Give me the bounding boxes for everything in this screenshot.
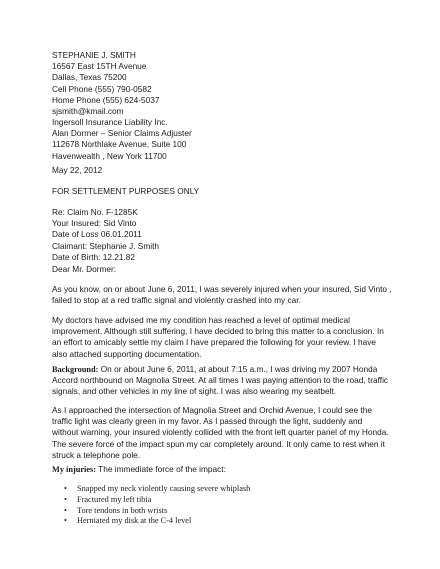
paragraph-line: without warning, your insured violently collided with the front left quarter panel of my Honda. bbox=[52, 427, 389, 438]
paragraph-line: The severe force of the impact spun my car completely around. It only came to rest when it bbox=[52, 438, 385, 449]
injuries-list bbox=[52, 484, 404, 527]
injury-text: Tore tendons in both wrists bbox=[77, 505, 168, 515]
bullet-icon: • bbox=[64, 505, 67, 515]
sender-home-phone: Home Phone (555) 624-5037 bbox=[52, 94, 160, 105]
recipient-person: Alan Dormer – Senior Claims Adjuster bbox=[52, 128, 192, 139]
injuries-label: My injuries: bbox=[52, 465, 97, 474]
list-item bbox=[52, 516, 404, 527]
injury-text: Herniated my disk at the C-4 level bbox=[77, 516, 192, 526]
sender-block bbox=[52, 50, 404, 117]
recipient-address-line-1: 112678 Northlake Avenue, Suite 100 bbox=[52, 139, 187, 150]
background-label: Background: bbox=[52, 365, 99, 374]
paragraph-line: traffic light was clearly green in my favor. As I passed through the light, suddenly and bbox=[52, 416, 363, 427]
paragraph-line bbox=[52, 364, 404, 375]
bullet-icon: • bbox=[64, 516, 67, 526]
letter-date bbox=[52, 165, 404, 176]
paragraph-line: failed to stop at a red traffic signal and violently crashed into my car. bbox=[52, 295, 301, 306]
paragraph-background bbox=[52, 364, 404, 398]
reference-claim: Re: Claim No. F-1285K bbox=[52, 207, 138, 217]
paragraph-line: As I approached the intersection of Magnolia Street and Orchid Avenue, I could see the bbox=[52, 405, 372, 415]
paragraph-medical bbox=[52, 315, 404, 360]
recipient-address-line-2: Havenwealth , New York 11700 bbox=[52, 150, 167, 161]
bullet-icon: • bbox=[64, 484, 67, 493]
paragraph-line: My doctors have advised me my condition has reached a level of optimal medical bbox=[52, 315, 350, 325]
background-text: On or about June 6, 2011, at about 7:15 a.m., I was driving my 2007 Honda bbox=[98, 364, 378, 374]
paragraph-line: Accord northbound on Magnolia Street. At all times I was paying attention to the road, traffic bbox=[52, 375, 389, 386]
injury-text: Fractured my left tibia bbox=[77, 494, 152, 504]
paragraph-line: signals, and other vehicles in my line of sight. I was also wearing my seatbelt. bbox=[52, 386, 337, 397]
list-item bbox=[52, 484, 404, 495]
settlement-note-text: FOR SETTLEMENT PURPOSES ONLY bbox=[52, 186, 200, 196]
sender-cell-phone: Cell Phone (555) 790-0582 bbox=[52, 83, 152, 94]
reference-loss-date: Date of Loss 06.01.2011 bbox=[52, 229, 142, 240]
injuries-list-block bbox=[52, 484, 404, 527]
paragraph-line: an effort to amicably settle my claim I have prepared the following for your review. I have bbox=[52, 337, 377, 348]
list-item bbox=[52, 506, 404, 517]
reference-block bbox=[52, 207, 404, 263]
reference-claimant: Claimant: Stephanie J. Smith bbox=[52, 240, 159, 251]
settlement-note bbox=[52, 186, 404, 197]
recipient-company: Ingersoll Insurance Liability Inc. bbox=[52, 117, 168, 127]
date-text: May 22, 2012 bbox=[52, 165, 103, 175]
reference-birth-date: Date of Birth: 12.21.82 bbox=[52, 251, 136, 262]
recipient-block bbox=[52, 117, 404, 162]
reference-insured: Your Insured: Sid Vinto bbox=[52, 218, 137, 229]
bullet-icon: • bbox=[64, 494, 67, 504]
salutation-text: Dear Mr. Dormer: bbox=[52, 264, 117, 274]
sender-name: STEPHANIE J. SMITH bbox=[52, 50, 136, 60]
list-item bbox=[52, 495, 404, 506]
sender-address-line-2: Dallas, Texas 75200 bbox=[52, 72, 127, 83]
paragraph-collision bbox=[52, 405, 404, 461]
injuries-heading-line bbox=[52, 464, 404, 475]
paragraph-line: As you know, on or about June 6, 2011, I was severely injured when your insured, Sid Vinto , bbox=[52, 284, 392, 294]
injuries-heading bbox=[52, 464, 404, 475]
injuries-intro: The immediate force of the impact: bbox=[96, 464, 226, 474]
salutation bbox=[52, 264, 404, 275]
paragraph-line: struck a telephone pole. bbox=[52, 449, 141, 460]
injury-text: Snapped my neck violently causing severe whiplash bbox=[77, 484, 251, 493]
paragraph-line: also attached supporting documentation. bbox=[52, 348, 202, 359]
sender-email: sjsmith@kmail.com bbox=[52, 106, 124, 117]
paragraph-line: improvement. Although still suffering, I have decided to bring this matter to a conclusion. In bbox=[52, 326, 384, 337]
paragraph-intro bbox=[52, 284, 404, 306]
sender-address-line-1: 16567 East 15TH Avenue bbox=[52, 61, 147, 72]
